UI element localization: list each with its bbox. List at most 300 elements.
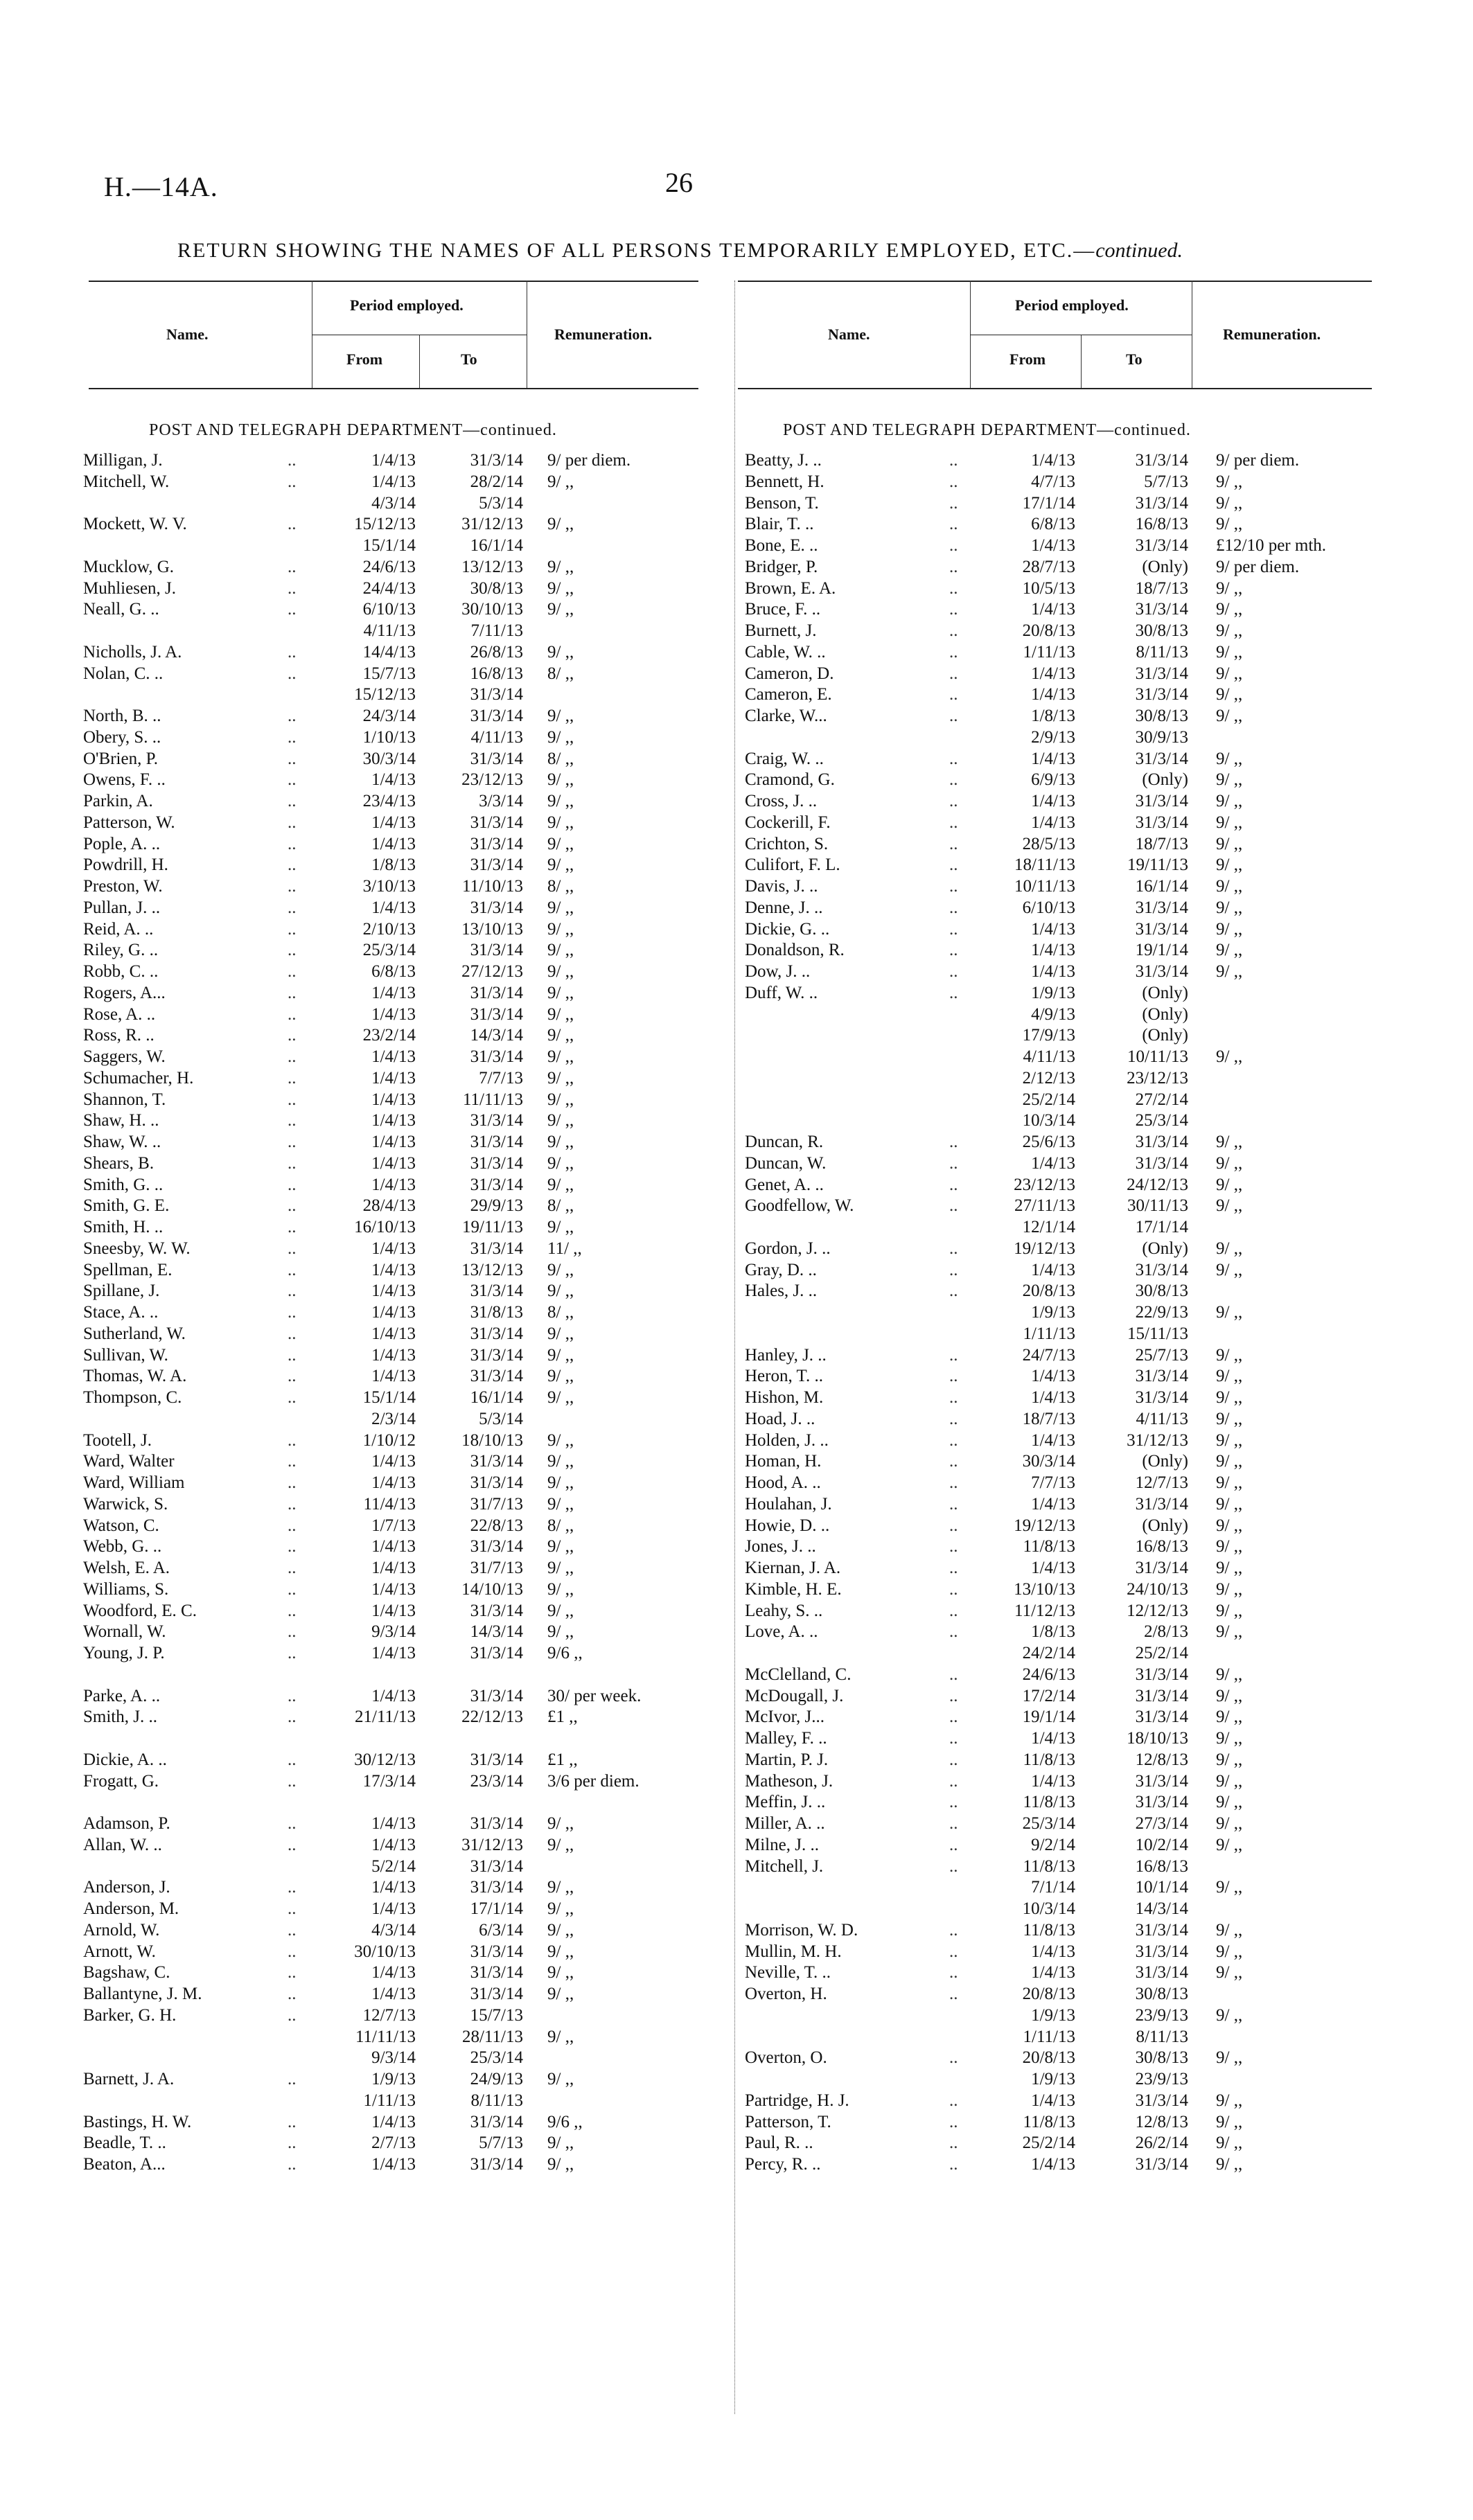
leader-dots: ..	[288, 472, 297, 491]
name-cell: Sneesby, W. W.	[83, 1239, 191, 1258]
name-cell: Kiernan, J. A.	[745, 1559, 841, 1577]
remuneration-cell: 9/ ,,	[1216, 834, 1243, 853]
leader-dots: ..	[288, 1878, 297, 1897]
to-cell: 31/3/14	[1135, 813, 1188, 832]
from-cell: 11/8/13	[1023, 1920, 1075, 1940]
name-cell: Duncan, W.	[745, 1153, 827, 1173]
from-cell: 30/3/14	[362, 749, 416, 768]
to-cell: 31/3/14	[1135, 1771, 1188, 1791]
to-cell: 31/3/14	[470, 2155, 523, 2174]
from-cell: 1/4/13	[371, 1345, 416, 1365]
from-cell: 1/4/13	[371, 1068, 416, 1088]
name-cell: Muhliesen, J.	[83, 578, 177, 598]
leader-dots: ..	[949, 1707, 958, 1727]
from-cell: 1/4/13	[1031, 749, 1075, 768]
from-cell: 1/8/13	[371, 855, 416, 875]
leader-dots: ..	[288, 1090, 297, 1109]
remuneration-cell: 9/ ,,	[1216, 664, 1243, 683]
from-cell: 5/2/14	[371, 1856, 416, 1876]
remuneration-cell: 8/ ,,	[547, 1303, 574, 1322]
name-cell: Shaw, W. ..	[83, 1133, 161, 1151]
leader-dots: ..	[949, 1856, 958, 1876]
name-cell: Barker, G. H.	[83, 2005, 177, 2025]
to-cell: 30/8/13	[1135, 621, 1188, 640]
leader-dots: ..	[949, 1942, 958, 1961]
to-cell: 31/3/14	[1135, 1153, 1188, 1173]
from-cell: 18/7/13	[1022, 1409, 1075, 1428]
table-row	[0, 1153, 1473, 1175]
from-cell: 15/1/14	[362, 1388, 416, 1407]
remuneration-cell: 9/ ,,	[1216, 855, 1243, 875]
remuneration-cell: 9/ ,,	[1216, 941, 1243, 960]
to-cell: 31/3/14	[1135, 2091, 1188, 2110]
remuneration-cell: 9/ ,,	[1216, 1686, 1243, 1705]
leader-dots: ..	[288, 1430, 297, 1450]
leader-dots: ..	[288, 1963, 297, 1982]
leader-dots: ..	[949, 877, 958, 896]
leader-dots: ..	[949, 1771, 958, 1791]
from-cell: 1/9/13	[371, 2070, 416, 2088]
remuneration-cell: 8/ ,,	[547, 749, 574, 768]
remuneration-cell: 9/ ,,	[1216, 770, 1243, 790]
name-cell: Bastings, H. W.	[83, 2112, 192, 2131]
name-cell: Bruce, F. ..	[745, 600, 821, 619]
leader-dots: ..	[288, 1771, 297, 1791]
leader-dots: ..	[288, 1750, 297, 1769]
leader-dots: ..	[288, 1239, 297, 1258]
remuneration-cell: 9/ per diem.	[1216, 557, 1300, 576]
remuneration-cell: 9/ ,,	[547, 1537, 574, 1556]
table-row	[0, 1536, 1473, 1558]
leader-dots: ..	[949, 451, 958, 470]
to-cell: 31/3/14	[1135, 664, 1188, 683]
table-row	[0, 1813, 1473, 1835]
remuneration-cell: 8/ ,,	[547, 877, 574, 896]
table-row	[0, 961, 1473, 983]
to-cell: 31/12/13	[461, 1835, 523, 1854]
name-cell: Smith, J. ..	[83, 1707, 157, 1727]
table-row	[0, 1728, 1473, 1750]
from-cell: 1/9/13	[1031, 983, 1075, 1002]
name-cell: Cockerill, F.	[745, 813, 831, 832]
from-cell: 1/4/13	[371, 1303, 416, 1322]
from-cell: 19/1/14	[1022, 1707, 1075, 1727]
to-cell: 26/8/13	[470, 642, 523, 662]
table-row	[0, 514, 1473, 535]
leader-dots: ..	[288, 707, 297, 725]
to-cell: 31/3/14	[470, 1452, 523, 1471]
to-cell: 31/3/14	[1135, 1494, 1188, 1514]
leader-dots: ..	[949, 685, 958, 704]
left-period-header: Period employed.	[350, 296, 464, 314]
to-cell: 31/3/14	[470, 1281, 523, 1301]
remuneration-cell: 9/ ,,	[547, 1345, 574, 1365]
name-cell: Mitchell, J.	[745, 1856, 824, 1876]
leader-dots: ..	[949, 1686, 958, 1705]
right-period-header: Period employed.	[1015, 296, 1129, 314]
leader-dots: ..	[288, 1218, 297, 1236]
to-cell: 5/3/14	[479, 1409, 523, 1428]
table-row	[0, 684, 1473, 706]
leader-dots: ..	[288, 1622, 297, 1642]
table-row	[0, 813, 1473, 834]
name-cell: Smith, G. ..	[83, 1175, 164, 1194]
table-row	[0, 855, 1473, 876]
to-cell: 31/3/14	[470, 685, 523, 704]
right-header-rule	[738, 388, 1372, 389]
leader-dots: ..	[949, 1409, 958, 1428]
remuneration-cell: 9/ ,,	[547, 1026, 574, 1045]
from-cell: 11/8/13	[1023, 2112, 1075, 2131]
from-cell: 1/4/13	[371, 1899, 416, 1918]
from-cell: 1/4/13	[371, 1260, 416, 1279]
name-cell: Shannon, T.	[83, 1090, 166, 1109]
remuneration-cell: 9/ ,,	[547, 1473, 574, 1492]
name-cell: Matheson, J.	[745, 1771, 833, 1791]
leader-dots: ..	[288, 2112, 297, 2131]
name-cell: Robb, C. ..	[83, 962, 159, 981]
name-cell: Riley, G. ..	[83, 941, 159, 960]
name-cell: Thompson, C.	[83, 1388, 182, 1407]
to-cell: 30/8/13	[1135, 2048, 1188, 2068]
to-cell: 31/3/14	[1135, 1707, 1188, 1727]
remuneration-cell: 9/ ,,	[1216, 919, 1243, 939]
to-cell: 30/8/13	[470, 578, 523, 598]
leader-dots: ..	[288, 813, 297, 832]
from-cell: 13/10/13	[1014, 1579, 1075, 1599]
to-cell: 27/12/13	[461, 962, 523, 981]
from-cell: 7/7/13	[1031, 1473, 1075, 1492]
to-cell: 31/3/14	[470, 1750, 523, 1769]
name-cell: Shaw, H. ..	[83, 1111, 159, 1130]
to-cell: 12/12/13	[1127, 1601, 1188, 1620]
leader-dots: ..	[949, 1814, 958, 1833]
to-cell: 31/3/14	[470, 941, 523, 960]
to-cell: 31/3/14	[470, 1985, 523, 2003]
from-cell: 1/4/13	[1031, 1942, 1075, 1961]
leader-dots: ..	[949, 1559, 958, 1577]
leader-dots: ..	[949, 919, 958, 939]
from-cell: 1/4/13	[371, 1835, 416, 1854]
left-to-header: To	[461, 351, 477, 368]
leader-dots: ..	[288, 557, 297, 576]
leader-dots: ..	[288, 1004, 297, 1024]
leader-dots: ..	[949, 1494, 958, 1514]
to-cell: 26/2/14	[1135, 2133, 1188, 2153]
remuneration-cell: 9/ ,,	[1216, 515, 1243, 534]
name-cell: Rose, A. ..	[83, 1004, 156, 1024]
name-cell: Hoad, J. ..	[745, 1409, 815, 1428]
leader-dots: ..	[949, 515, 958, 534]
to-cell: 31/3/14	[1135, 1367, 1188, 1386]
remuneration-cell: 9/ ,,	[547, 1090, 574, 1109]
leader-dots: ..	[288, 727, 297, 747]
name-cell: Powdrill, H.	[83, 855, 168, 875]
document-code: H.—14A.	[104, 171, 218, 202]
from-cell: 1/4/13	[371, 1686, 416, 1705]
from-cell: 1/9/13	[1031, 2070, 1075, 2088]
to-cell: 31/3/14	[1135, 493, 1188, 513]
name-cell: Bridger, P.	[745, 557, 818, 576]
from-cell: 14/4/13	[362, 642, 416, 662]
table-row	[0, 940, 1473, 961]
leader-dots: ..	[949, 2091, 958, 2110]
name-cell: Leahy, S. ..	[745, 1601, 823, 1620]
to-cell: 8/11/13	[1136, 2027, 1188, 2046]
to-cell: 24/10/13	[1127, 1579, 1188, 1599]
name-cell: Howie, D. ..	[745, 1516, 830, 1535]
name-cell: Allan, W. ..	[83, 1835, 162, 1854]
remuneration-cell: 9/ ,,	[547, 813, 574, 832]
to-cell: 30/9/13	[1135, 727, 1188, 747]
name-cell: Mockett, W. V.	[83, 515, 187, 534]
to-cell: 31/3/14	[1135, 792, 1188, 810]
remuneration-cell: 9/ ,,	[1216, 1345, 1243, 1365]
remuneration-cell: 9/ ,,	[1216, 1239, 1243, 1258]
to-cell: 19/11/13	[1127, 855, 1188, 875]
leader-dots: ..	[288, 1686, 297, 1705]
remuneration-cell: 9/ ,,	[547, 515, 574, 534]
remuneration-cell: 9/ ,,	[1216, 1920, 1243, 1940]
remuneration-cell: 9/ ,,	[1216, 1835, 1243, 1854]
to-cell: 31/3/14	[470, 1153, 523, 1173]
name-cell: Beadle, T. ..	[83, 2133, 166, 2153]
leader-dots: ..	[949, 557, 958, 576]
name-cell: Brown, E. A.	[745, 578, 836, 598]
from-cell: 1/4/13	[371, 1644, 416, 1662]
table-row	[0, 1686, 1473, 1707]
leader-dots: ..	[288, 1260, 297, 1279]
remuneration-cell: 9/ ,,	[1216, 1537, 1243, 1556]
remuneration-cell: 9/ ,,	[547, 1835, 574, 1854]
table-row	[0, 1090, 1473, 1111]
name-cell: Preston, W.	[83, 877, 163, 896]
remuneration-cell: 9/ ,,	[547, 1942, 574, 1961]
from-cell: 1/4/13	[371, 1004, 416, 1024]
to-cell: 23/12/13	[1127, 1068, 1188, 1088]
remuneration-cell: 9/ ,,	[547, 1367, 574, 1386]
table-row	[0, 1942, 1473, 1963]
remuneration-cell: 9/ ,,	[1216, 1729, 1243, 1748]
name-cell: Meffin, J. ..	[745, 1793, 826, 1812]
leader-dots: ..	[288, 1601, 297, 1620]
name-cell: Patterson, T.	[745, 2112, 831, 2131]
to-cell: 15/11/13	[1127, 1324, 1188, 1343]
name-cell: Parkin, A.	[83, 792, 153, 810]
name-cell: Watson, C.	[83, 1516, 159, 1535]
name-cell: Martin, P. J.	[745, 1750, 829, 1769]
to-cell: 23/12/13	[461, 770, 523, 790]
leader-dots: ..	[949, 1281, 958, 1301]
remuneration-cell: 9/ ,,	[1216, 1473, 1243, 1492]
leader-dots: ..	[949, 813, 958, 832]
name-cell: Partridge, H. J.	[745, 2091, 849, 2110]
remuneration-cell: 9/ ,,	[547, 983, 574, 1002]
remuneration-cell: 9/ ,,	[547, 1004, 574, 1024]
table-row	[0, 1302, 1473, 1324]
from-cell: 25/6/13	[1022, 1133, 1075, 1151]
name-cell: Overton, H.	[745, 1985, 827, 2003]
name-cell: McDougall, J.	[745, 1686, 844, 1705]
to-cell: 8/11/13	[470, 2091, 523, 2110]
name-cell: Cramond, G.	[745, 770, 835, 790]
remuneration-cell: 9/ ,,	[1216, 1388, 1243, 1407]
leader-dots: ..	[288, 898, 297, 917]
to-cell: 8/11/13	[1136, 642, 1188, 662]
from-cell: 1/4/13	[371, 1601, 416, 1620]
remuneration-cell: 9/ ,,	[547, 1260, 574, 1279]
from-cell: 20/8/13	[1022, 1281, 1075, 1301]
to-cell: 31/3/14	[470, 1878, 523, 1897]
to-cell: 30/10/13	[461, 600, 523, 619]
remuneration-cell: £1 ,,	[547, 1750, 578, 1769]
remuneration-cell: 9/ ,,	[547, 727, 574, 747]
from-cell: 15/7/13	[362, 664, 416, 683]
remuneration-cell: 9/ ,,	[547, 1281, 574, 1301]
remuneration-cell: 9/ ,,	[547, 557, 574, 576]
name-cell: Pullan, J. ..	[83, 898, 161, 917]
name-cell: Frogatt, G.	[83, 1771, 159, 1791]
from-cell: 15/12/13	[354, 685, 416, 704]
name-cell: Burnett, J.	[745, 621, 817, 640]
from-cell: 1/8/13	[1031, 707, 1075, 725]
to-cell: 31/3/14	[470, 855, 523, 875]
name-cell: Milne, J. ..	[745, 1835, 819, 1854]
name-cell: Smith, G. E.	[83, 1196, 170, 1216]
to-cell: 7/7/13	[479, 1068, 523, 1088]
table-row	[0, 1239, 1473, 1260]
name-cell: Webb, G. ..	[83, 1537, 162, 1556]
table-row	[0, 1643, 1473, 1665]
table-row	[0, 1579, 1473, 1601]
from-cell: 1/4/13	[371, 983, 416, 1002]
from-cell: 2/3/14	[371, 1409, 416, 1428]
to-cell: 25/2/14	[1135, 1644, 1188, 1662]
right-top-rule	[738, 281, 1372, 282]
to-cell: 31/12/13	[1127, 1430, 1188, 1450]
to-cell: 31/3/14	[1135, 1665, 1188, 1684]
leader-dots: ..	[288, 1537, 297, 1556]
from-cell: 25/2/14	[1022, 1090, 1075, 1109]
leader-dots: ..	[288, 1985, 297, 2003]
from-cell: 30/12/13	[354, 1750, 416, 1769]
to-cell: (Only)	[1142, 770, 1188, 790]
remuneration-cell: 9/ ,,	[1216, 1047, 1243, 1066]
to-cell: 31/3/14	[470, 1047, 523, 1066]
remuneration-cell: 9/ ,,	[547, 1047, 574, 1066]
name-cell: Neville, T. ..	[745, 1963, 831, 1982]
leader-dots: ..	[288, 941, 297, 960]
name-cell: Reid, A. ..	[83, 919, 154, 939]
from-cell: 1/11/13	[1023, 1324, 1075, 1343]
table-row	[0, 876, 1473, 898]
leader-dots: ..	[949, 898, 958, 917]
name-cell: Obery, S. ..	[83, 727, 161, 747]
from-cell: 1/4/13	[1031, 536, 1075, 555]
left-divider	[419, 335, 420, 388]
leader-dots: ..	[949, 855, 958, 875]
leader-dots: ..	[288, 2133, 297, 2153]
to-cell: 10/2/14	[1135, 1835, 1188, 1854]
leader-dots: ..	[288, 1644, 297, 1662]
page-title	[177, 239, 1183, 263]
to-cell: 31/3/14	[470, 1367, 523, 1386]
leader-dots: ..	[288, 1111, 297, 1130]
leader-dots: ..	[288, 962, 297, 981]
from-cell: 1/4/13	[371, 1133, 416, 1151]
leader-dots: ..	[949, 941, 958, 960]
remuneration-cell: 9/ ,,	[547, 1133, 574, 1151]
to-cell: 31/8/13	[470, 1303, 523, 1322]
name-cell: Jones, J. ..	[745, 1537, 816, 1556]
remuneration-cell: 9/ ,,	[547, 642, 574, 662]
leader-dots: ..	[288, 770, 297, 790]
remuneration-cell: 9/ ,,	[547, 1153, 574, 1173]
name-cell: Williams, S.	[83, 1579, 169, 1599]
name-cell: Anderson, M.	[83, 1899, 179, 1918]
table-row	[0, 1473, 1473, 1494]
table-row	[0, 1451, 1473, 1473]
to-cell: 13/10/13	[461, 919, 523, 939]
table-row	[0, 919, 1473, 941]
table-row	[0, 1260, 1473, 1281]
name-cell: Hales, J. ..	[745, 1281, 818, 1301]
to-cell: 23/9/13	[1135, 2070, 1188, 2088]
from-cell: 9/3/14	[371, 1622, 416, 1642]
table-row	[0, 2005, 1473, 2027]
leader-dots: ..	[949, 1579, 958, 1599]
from-cell: 24/6/13	[1022, 1665, 1075, 1684]
right-remuneration-header: Remuneration.	[1223, 326, 1321, 343]
remuneration-cell: 9/ ,,	[547, 2027, 574, 2046]
from-cell: 1/4/13	[371, 1452, 416, 1471]
from-cell: 1/4/13	[1031, 451, 1075, 470]
name-cell: Sullivan, W.	[83, 1345, 168, 1365]
leader-dots: ..	[949, 1622, 958, 1642]
to-cell: 13/12/13	[461, 1260, 523, 1279]
from-cell: 1/4/13	[1031, 962, 1075, 981]
table-row	[0, 1920, 1473, 1942]
remuneration-cell: 9/ ,,	[547, 1324, 574, 1343]
from-cell: 1/9/13	[1031, 2005, 1075, 2025]
table-row	[0, 1516, 1473, 1537]
name-cell: Ross, R. ..	[83, 1026, 155, 1045]
remuneration-cell: 9/ ,,	[1216, 472, 1243, 491]
to-cell: 31/3/14	[470, 1175, 523, 1194]
to-cell: 15/7/13	[470, 2005, 523, 2025]
leader-dots: ..	[288, 1920, 297, 1940]
from-cell: 6/9/13	[1031, 770, 1075, 790]
remuneration-cell: 9/ ,,	[547, 1920, 574, 1940]
remuneration-cell: 9/ ,,	[1216, 493, 1243, 513]
from-cell: 2/12/13	[1022, 1068, 1075, 1088]
from-cell: 1/4/13	[1031, 1963, 1075, 1982]
leader-dots: ..	[949, 707, 958, 725]
name-cell: Nicholls, J. A.	[83, 642, 182, 662]
remuneration-cell: 9/ ,,	[547, 600, 574, 619]
remuneration-cell: 9/ ,,	[547, 1878, 574, 1897]
from-cell: 24/2/14	[1022, 1644, 1075, 1662]
table-row	[0, 791, 1473, 813]
table-row	[0, 1175, 1473, 1196]
from-cell: 3/10/13	[362, 877, 416, 896]
to-cell: 12/8/13	[1135, 2112, 1188, 2131]
leader-dots: ..	[949, 536, 958, 555]
remuneration-cell: 9/ ,,	[1216, 1559, 1243, 1577]
from-cell: 2/10/13	[362, 919, 416, 939]
remuneration-cell: 9/ ,,	[1216, 1878, 1243, 1897]
name-cell: Beaton, A...	[83, 2155, 166, 2174]
